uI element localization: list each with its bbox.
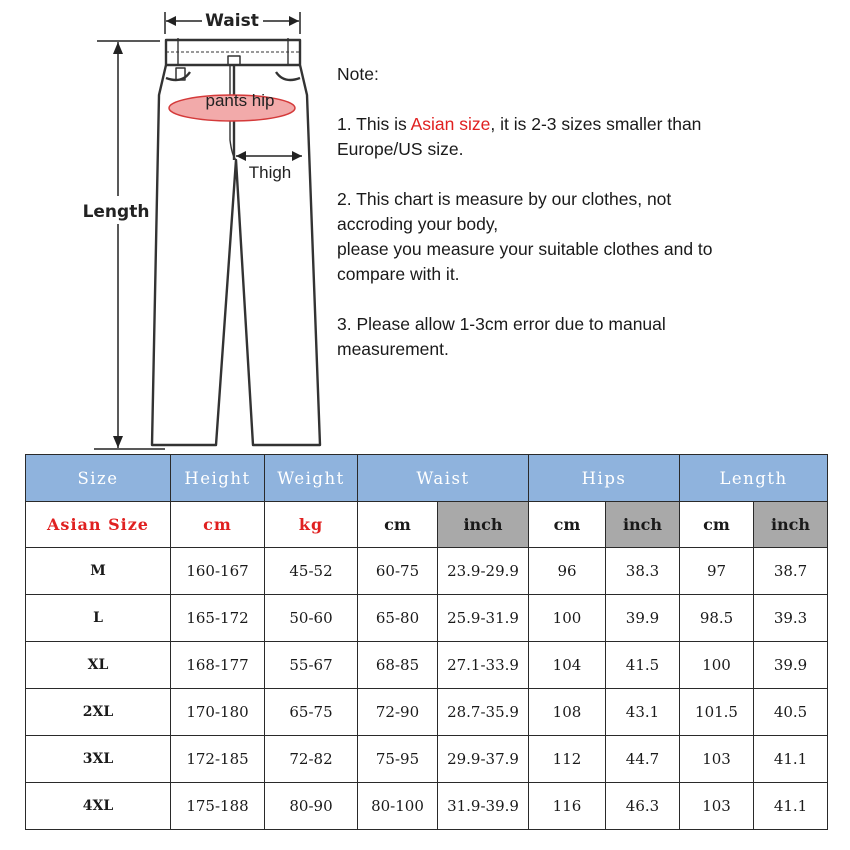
table-cell: 172-185 — [171, 736, 265, 783]
table-cell: 100 — [529, 595, 606, 642]
table-row — [26, 642, 828, 689]
table-cell: 39.3 — [754, 595, 828, 642]
table-cell: 25.9-31.9 — [438, 595, 529, 642]
table-cell: 103 — [680, 783, 754, 830]
unit-length-inch: inch — [754, 502, 828, 548]
table-cell: L — [26, 595, 171, 642]
length-label: Length — [82, 202, 150, 222]
table-cell: 100 — [680, 642, 754, 689]
thigh-label: Thigh — [248, 163, 292, 182]
table-cell: 55-67 — [265, 642, 358, 689]
table-cell: 60-75 — [358, 548, 438, 595]
table-row — [26, 548, 828, 595]
note-1-line-1 — [337, 112, 807, 137]
header-waist: Waist — [358, 455, 529, 502]
size-chart-table — [25, 454, 828, 830]
table-cell: 75-95 — [358, 736, 438, 783]
table-cell: 43.1 — [606, 689, 680, 736]
table-row — [26, 595, 828, 642]
table-cell: 41.1 — [754, 783, 828, 830]
note-1-text-a: 1. This is — [337, 114, 411, 134]
unit-hips-inch: inch — [606, 502, 680, 548]
header-weight: Weight — [265, 455, 358, 502]
table-cell: 4XL — [26, 783, 171, 830]
table-cell: 2XL — [26, 689, 171, 736]
table-cell: 165-172 — [171, 595, 265, 642]
table-cell: 31.9-39.9 — [438, 783, 529, 830]
note-2-line-3: please you measure your suitable clothes and to — [337, 239, 713, 259]
table-cell: 39.9 — [754, 642, 828, 689]
table-cell: 68-85 — [358, 642, 438, 689]
table-row — [26, 689, 828, 736]
table-cell: 28.7-35.9 — [438, 689, 529, 736]
table-row — [26, 736, 828, 783]
header-length: Length — [680, 455, 828, 502]
table-cell: 45-52 — [265, 548, 358, 595]
unit-waist-cm: cm — [358, 502, 438, 548]
table-units-row — [26, 502, 828, 548]
table-cell: 80-90 — [265, 783, 358, 830]
table-cell: 41.5 — [606, 642, 680, 689]
note-3-line-2: measurement. — [337, 339, 449, 359]
note-3-line-1: 3. Please allow 1-3cm error due to manual — [337, 314, 666, 334]
table-cell: 104 — [529, 642, 606, 689]
header-size: Size — [26, 455, 171, 502]
table-cell: 23.9-29.9 — [438, 548, 529, 595]
hip-label: pants hip — [205, 91, 275, 110]
table-cell: 170-180 — [171, 689, 265, 736]
table-cell: 27.1-33.9 — [438, 642, 529, 689]
table-cell: 116 — [529, 783, 606, 830]
table-cell: 38.3 — [606, 548, 680, 595]
table-cell: 103 — [680, 736, 754, 783]
notes-block — [337, 62, 807, 362]
header-height: Height — [171, 455, 265, 502]
table-cell: 40.5 — [754, 689, 828, 736]
table-cell: 80-100 — [358, 783, 438, 830]
unit-height-cm: cm — [171, 502, 265, 548]
table-cell: 175-188 — [171, 783, 265, 830]
note-1-text-b: , it is 2-3 sizes smaller than — [490, 114, 702, 134]
note-2-line-2: accroding your body, — [337, 214, 499, 234]
unit-asian-size: Asian Size — [26, 502, 171, 548]
table-cell: 98.5 — [680, 595, 754, 642]
table-cell: 50-60 — [265, 595, 358, 642]
asian-size-highlight: Asian size — [410, 114, 491, 134]
table-cell: 108 — [529, 689, 606, 736]
table-cell: 101.5 — [680, 689, 754, 736]
table-cell: 41.1 — [754, 736, 828, 783]
table-cell: 3XL — [26, 736, 171, 783]
table-header-row — [26, 455, 828, 502]
table-cell: 112 — [529, 736, 606, 783]
table-cell: 160-167 — [171, 548, 265, 595]
unit-hips-cm: cm — [529, 502, 606, 548]
note-2-line-1: 2. This chart is measure by our clothes, not — [337, 189, 672, 209]
table-cell: 39.9 — [606, 595, 680, 642]
table-cell: 65-75 — [265, 689, 358, 736]
note-1-line-2: Europe/US size. — [337, 139, 464, 159]
waist-label: Waist — [205, 11, 259, 31]
table-cell: 29.9-37.9 — [438, 736, 529, 783]
table-cell: 72-82 — [265, 736, 358, 783]
header-hips: Hips — [529, 455, 680, 502]
table-row — [26, 783, 828, 830]
unit-length-cm: cm — [680, 502, 754, 548]
table-cell: 96 — [529, 548, 606, 595]
table-cell: 65-80 — [358, 595, 438, 642]
unit-waist-inch: inch — [438, 502, 529, 548]
table-cell: 46.3 — [606, 783, 680, 830]
notes-title: Note: — [337, 64, 379, 84]
pants-diagram — [0, 0, 340, 452]
table-cell: XL — [26, 642, 171, 689]
table-cell: 168-177 — [171, 642, 265, 689]
table-cell: 97 — [680, 548, 754, 595]
table-cell: 44.7 — [606, 736, 680, 783]
table-cell: 72-90 — [358, 689, 438, 736]
table-cell: M — [26, 548, 171, 595]
table-cell: 38.7 — [754, 548, 828, 595]
note-2-line-4: compare with it. — [337, 264, 460, 284]
unit-weight-kg: kg — [265, 502, 358, 548]
